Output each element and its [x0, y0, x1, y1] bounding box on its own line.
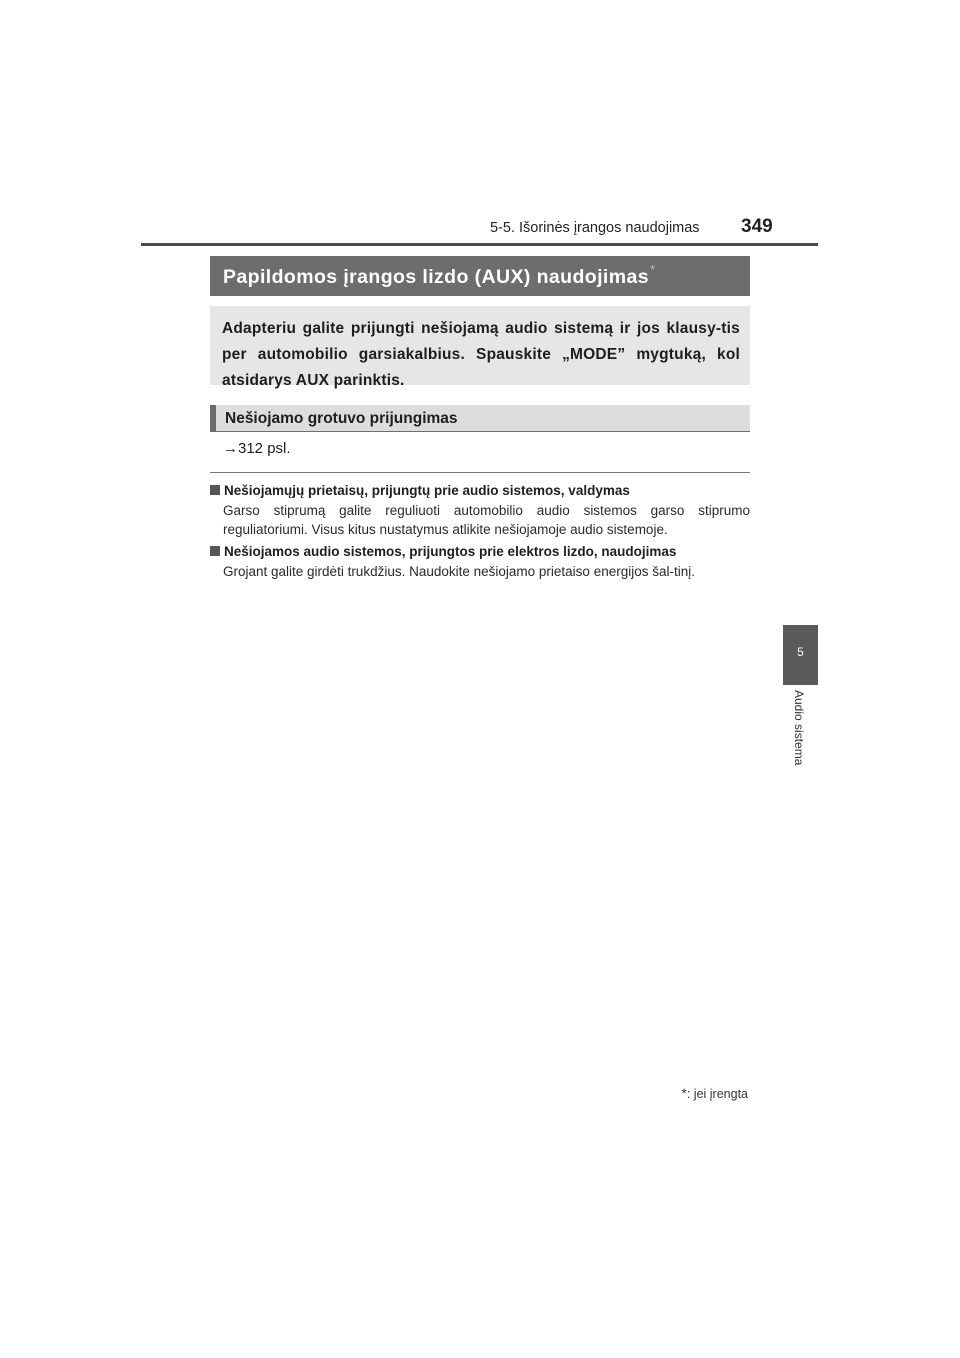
section-title: Papildomos įrangos lizdo (AUX) naudojimas — [223, 266, 649, 288]
square-bullet-icon — [210, 485, 220, 495]
footnote-asterisk-icon: * — [681, 1085, 687, 1101]
header-rule — [141, 243, 818, 246]
chapter-tab-label: Audio sistema — [792, 690, 806, 766]
note-body: Grojant galite girdėti trukdžius. Naudokite nešiojamo prietaiso energijos šal-tinį. — [223, 564, 695, 579]
title-asterisk-icon: * — [649, 262, 656, 277]
note-heading: Nešiojamos audio sistemos, prijungtos prie elektros lizdo, naudojimas — [224, 544, 677, 559]
note-item — [210, 543, 750, 581]
note-item — [210, 482, 750, 539]
page-number: 349 — [741, 216, 773, 237]
note-body: Garso stiprumą galite reguliuoti automobilio audio sistemos garso stiprumo reguliatoriumi. Visus kitus nustatymus atlikite nešiojamoje audio sistemoje. — [223, 503, 750, 537]
chapter-tab-number: 5 — [797, 645, 804, 659]
footnote — [681, 1085, 748, 1101]
footnote-text: : jei įrengta — [686, 1087, 748, 1101]
running-header-section: 5-5. Išorinės įrangos naudojimas — [490, 220, 700, 236]
square-bullet-icon — [210, 546, 220, 556]
intro-text: Adapteriu galite prijungti nešiojamą audio sistemą ir jos klausy-tis per automobilio garsiakalbius. Spauskite „MODE” mygtuką, kol atsidarys AUX parinktis. — [222, 320, 740, 389]
section-title-bar — [210, 256, 750, 296]
intro-box — [210, 306, 750, 389]
page-reference: →312 psl. — [223, 440, 291, 457]
section-divider — [210, 472, 750, 473]
note-heading: Nešiojamųjų prietaisų, prijungtų prie audio sistemos, valdymas — [224, 483, 630, 498]
subsection-heading-bar — [210, 405, 750, 432]
chapter-tab — [783, 625, 818, 685]
subsection-heading: Nešiojamo grotuvo prijungimas — [225, 410, 458, 427]
